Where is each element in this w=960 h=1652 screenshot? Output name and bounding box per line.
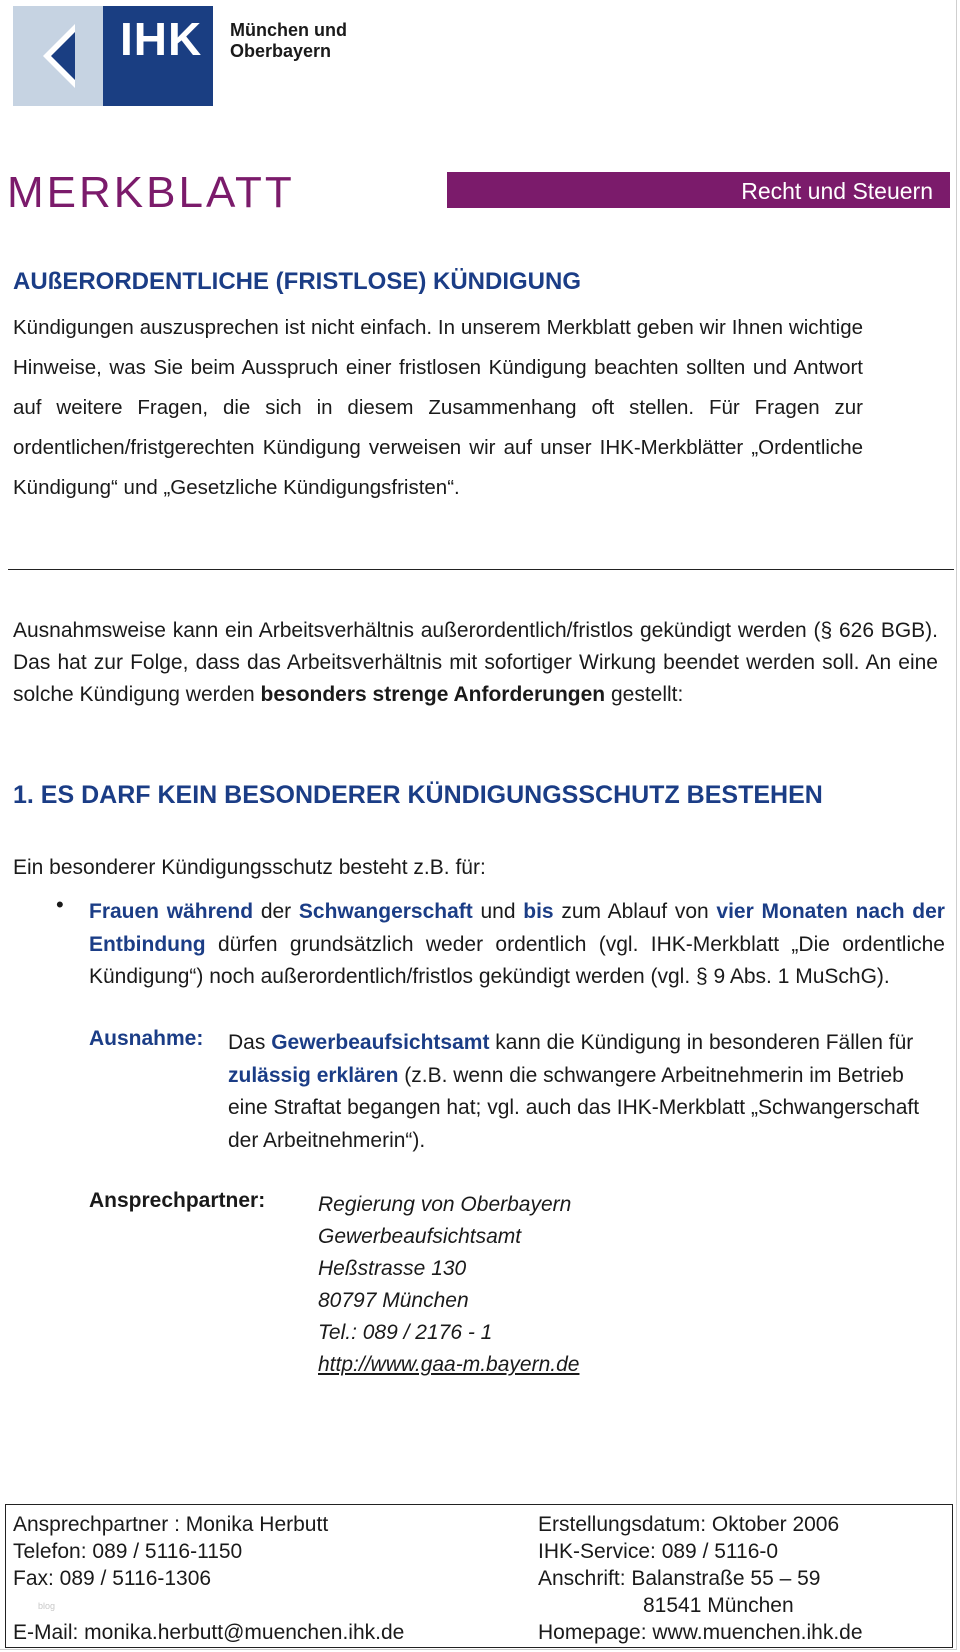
contact-line: Regierung von Oberbayern — [318, 1193, 572, 1216]
contact-block — [318, 1189, 579, 1381]
exc-b2: zulässig erklären — [228, 1063, 399, 1087]
bullet-text — [89, 896, 945, 994]
exception-text — [228, 1027, 945, 1157]
bullet-t1: der — [253, 900, 299, 923]
exc-t2: kann die Kündigung in besonderen Fällen für — [489, 1031, 914, 1054]
divider — [8, 569, 954, 570]
contact-line: 80797 München — [318, 1289, 469, 1312]
logo-city — [230, 20, 347, 62]
contact-line: Gewerbeaufsichtsamt — [318, 1225, 522, 1248]
page-title: MERKBLATT — [7, 168, 295, 217]
body-paragraph — [13, 615, 938, 711]
logo-city-line1: München und — [230, 20, 347, 40]
footer-right — [538, 1511, 863, 1646]
bullet-icon: • — [56, 892, 64, 917]
footer-email: E-Mail: monika.herbutt@muenchen.ihk.de — [13, 1621, 405, 1644]
intro-paragraph: Kündigungen auszusprechen ist nicht einfach. In unserem Merkblatt geben wir Ihnen wichtige Hinweise, was Sie beim Ausspruch einer fristlosen Kündigung beachten sollten und Antwort auf weitere Fragen, die sich in diesem Zusammenhang oft stellen. Für Fragen zur ordentlichen/fristgerechten Kündigung verweisen wir auf unser IHK-Merkblätter „Ordentliche Kündigung“ und „Gesetzliche Kündigungsfristen“. — [13, 316, 863, 499]
exc-t3: (z.B. wenn die schwangere Arbeitnehmerin im Betrieb eine Straftat begangen hat; vgl. auch das IHK-Merkblatt „Schwangerschaft der Arbeitnehmerin“). — [228, 1063, 920, 1152]
bullet-t2: und — [472, 900, 524, 923]
logo-brand: IHK — [120, 13, 203, 65]
bullet-b2: Schwangerschaft — [298, 900, 473, 923]
para-bold: besonders strenge Anforderungen — [260, 683, 606, 706]
bullet-t4: dürfen grundsätzlich weder ordentlich (vgl. IHK-Merkblatt „Die ordentliche Kündigung“) noch außerordentlich/fristlos gekündigt werden (vgl. § 9 Abs. 1 MuSchG). — [89, 932, 945, 988]
footer-phone: Telefon: 089 / 5116-1150 — [13, 1540, 243, 1563]
contact-label: Ansprechpartner: — [89, 1189, 266, 1212]
section-intro: Ein besonderer Kündigungsschutz besteht z.B. für: — [13, 856, 486, 879]
bullet-b4: vier Monaten nach der Entbindung — [89, 900, 945, 956]
footer-date: Erstellungsdatum: Oktober 2006 — [538, 1513, 840, 1536]
footer-spacer — [13, 1592, 404, 1619]
logo-diamond-icon — [13, 6, 103, 106]
exc-t1: Das — [228, 1031, 272, 1054]
bullet-t3: zum Ablauf von — [553, 900, 717, 923]
footer-service: IHK-Service: 089 / 5116-0 — [538, 1540, 779, 1563]
exc-b1: Gewerbeaufsichtsamt — [271, 1031, 490, 1054]
category-label: Recht und Steuern — [741, 178, 933, 204]
footer-contact: Ansprechpartner : Monika Herbutt — [13, 1513, 329, 1536]
main-heading: AUßERORDENTLICHE (FRISTLOSE) KÜNDIGUNG — [13, 268, 581, 295]
contact-url-link[interactable]: http://www.gaa-m.bayern.de — [318, 1353, 580, 1376]
bullet-b1: Frauen während — [89, 900, 254, 923]
bullet-b3: bis — [523, 900, 554, 923]
para-text-1: Ausnahmsweise kann ein Arbeitsverhältnis außerordentlich/fristlos gekündigt werden (§ 626 BGB). Das hat zur Folge, dass das Arbeitsverhältnis mit sofortiger Wirkung beendet werden soll. An eine solche Kündigung werden — [13, 619, 938, 706]
footer-homepage: Homepage: www.muenchen.ihk.de — [538, 1621, 863, 1644]
footer-fax: Fax: 089 / 5116-1306 — [13, 1567, 212, 1590]
exception-label: Ausnahme: — [89, 1027, 204, 1050]
footer-left — [13, 1511, 404, 1646]
section-heading: 1. ES DARF KEIN BESONDERER KÜNDIGUNGSSCHUTZ BESTEHEN — [13, 781, 823, 809]
contact-line: Tel.: 089 / 2176 - 1 — [318, 1321, 493, 1344]
category-bar — [447, 172, 950, 208]
logo-city-line2: Oberbayern — [230, 41, 332, 61]
contact-line: Heßstrasse 130 — [318, 1257, 467, 1280]
footer-city: 81541 München — [643, 1594, 794, 1617]
footer-address: Anschrift: Balanstraße 55 – 59 — [538, 1567, 821, 1590]
para-text-2: gestellt: — [605, 683, 684, 706]
watermark: blog — [38, 1601, 56, 1611]
